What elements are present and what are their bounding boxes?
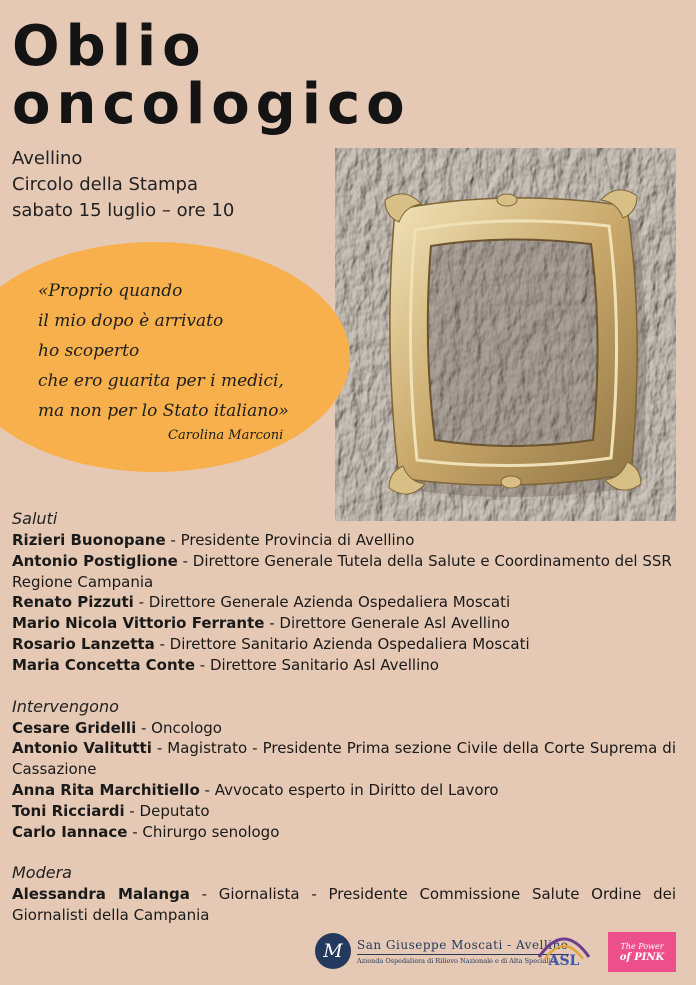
modera-label: Modera — [12, 863, 72, 883]
speaker-role: - Presidente Provincia di Avellino — [165, 531, 415, 549]
moscati-logo — [315, 933, 569, 969]
speaker-entry — [12, 634, 676, 655]
program — [12, 508, 676, 926]
event-date: sabato 15 luglio – ore 10 — [12, 200, 235, 221]
speaker-entry — [12, 551, 676, 593]
saluti-label: Saluti — [12, 509, 58, 528]
speaker-name: Anna Rita Marchitiello — [12, 780, 200, 799]
speaker-role: - Direttore Sanitario Azienda Ospedaliera Moscati — [154, 634, 530, 653]
speaker-entry — [12, 780, 676, 801]
speaker-entry — [12, 884, 676, 926]
speaker-name: Toni Ricciardi — [12, 801, 125, 820]
speaker-name: Mario Nicola Vittorio Ferrante — [12, 614, 265, 633]
speaker-entry — [12, 592, 676, 613]
sponsor-logos — [310, 925, 680, 977]
title-line-1: Oblio — [12, 14, 207, 79]
event-details — [12, 146, 234, 224]
title-line-2: oncologico — [12, 72, 411, 137]
quote-line: ho scoperto — [38, 341, 140, 361]
quote-line: che ero guarita per i medici, — [38, 371, 284, 391]
speaker-role: - Direttore Generale Asl Avellino — [264, 614, 510, 633]
pink-logo-line-1: The Power — [620, 942, 664, 951]
quote-line: «Proprio quando — [38, 281, 183, 301]
speaker-role: - Oncologo — [136, 718, 222, 737]
speaker-role: - Avvocato esperto in Diritto del Lavoro — [199, 780, 499, 799]
speaker-role: - Direttore Generale Azienda Ospedaliera Moscati — [133, 593, 511, 612]
speaker-name: Antonio Postiglione — [12, 551, 178, 570]
quote-line: ma non per lo Stato italiano» — [38, 401, 289, 421]
pink-logo-line-2: of PINK — [619, 952, 665, 963]
speaker-role: - Chirurgo senologo — [127, 822, 280, 841]
empty-frame-photo — [335, 148, 676, 521]
event-venue: Circolo della Stampa — [12, 174, 198, 195]
speaker-name: Rizieri Buonopane — [12, 531, 166, 549]
speaker-role: - Deputato — [124, 801, 210, 820]
speaker-name: Cesare Gridelli — [12, 718, 137, 737]
quote-text — [38, 276, 289, 426]
speaker-role: - Direttore Generale Tutela della Salute e Coordinamento del SSR Regione Campania — [12, 551, 672, 591]
moscati-monogram-icon: M — [315, 933, 351, 969]
event-city: Avellino — [12, 148, 83, 169]
speaker-entry — [12, 613, 676, 634]
speaker-entry — [12, 530, 676, 551]
quote-author: Carolina Marconi — [168, 428, 284, 443]
speaker-role: - Magistrato - Presidente Prima sezione Civile della Corte Suprema di Cassazione — [12, 739, 676, 779]
speaker-name: Carlo Iannace — [12, 822, 128, 841]
moscati-name: San Giuseppe Moscati - Avellino — [357, 938, 569, 955]
event-title — [12, 14, 411, 137]
power-of-pink-logo — [608, 932, 676, 972]
speaker-entry — [12, 655, 676, 676]
asl-logo — [535, 927, 593, 971]
speaker-name: Maria Concetta Conte — [12, 655, 196, 674]
speaker-name: Antonio Valitutti — [12, 739, 152, 758]
speaker-entry — [12, 822, 676, 843]
intervengono-label: Intervengono — [12, 696, 119, 716]
asl-logo-text: ASL — [548, 953, 580, 969]
speaker-entry — [12, 738, 676, 780]
speaker-name: Alessandra Malanga — [12, 885, 190, 904]
speaker-name: Rosario Lanzetta — [12, 634, 155, 653]
speaker-role: - Giornalista - Presidente Commissione Salute Ordine dei Giornalisti della Campania — [12, 885, 676, 925]
speaker-entry — [12, 718, 676, 739]
speaker-role: - Direttore Sanitario Asl Avellino — [195, 655, 439, 674]
quote-line: il mio dopo è arrivato — [38, 311, 224, 331]
moscati-subtitle: Azienda Ospedaliera di Rilievo Nazionale e di Alta Specialità — [357, 956, 558, 965]
speaker-entry — [12, 801, 676, 822]
speaker-name: Renato Pizzuti — [12, 593, 134, 612]
